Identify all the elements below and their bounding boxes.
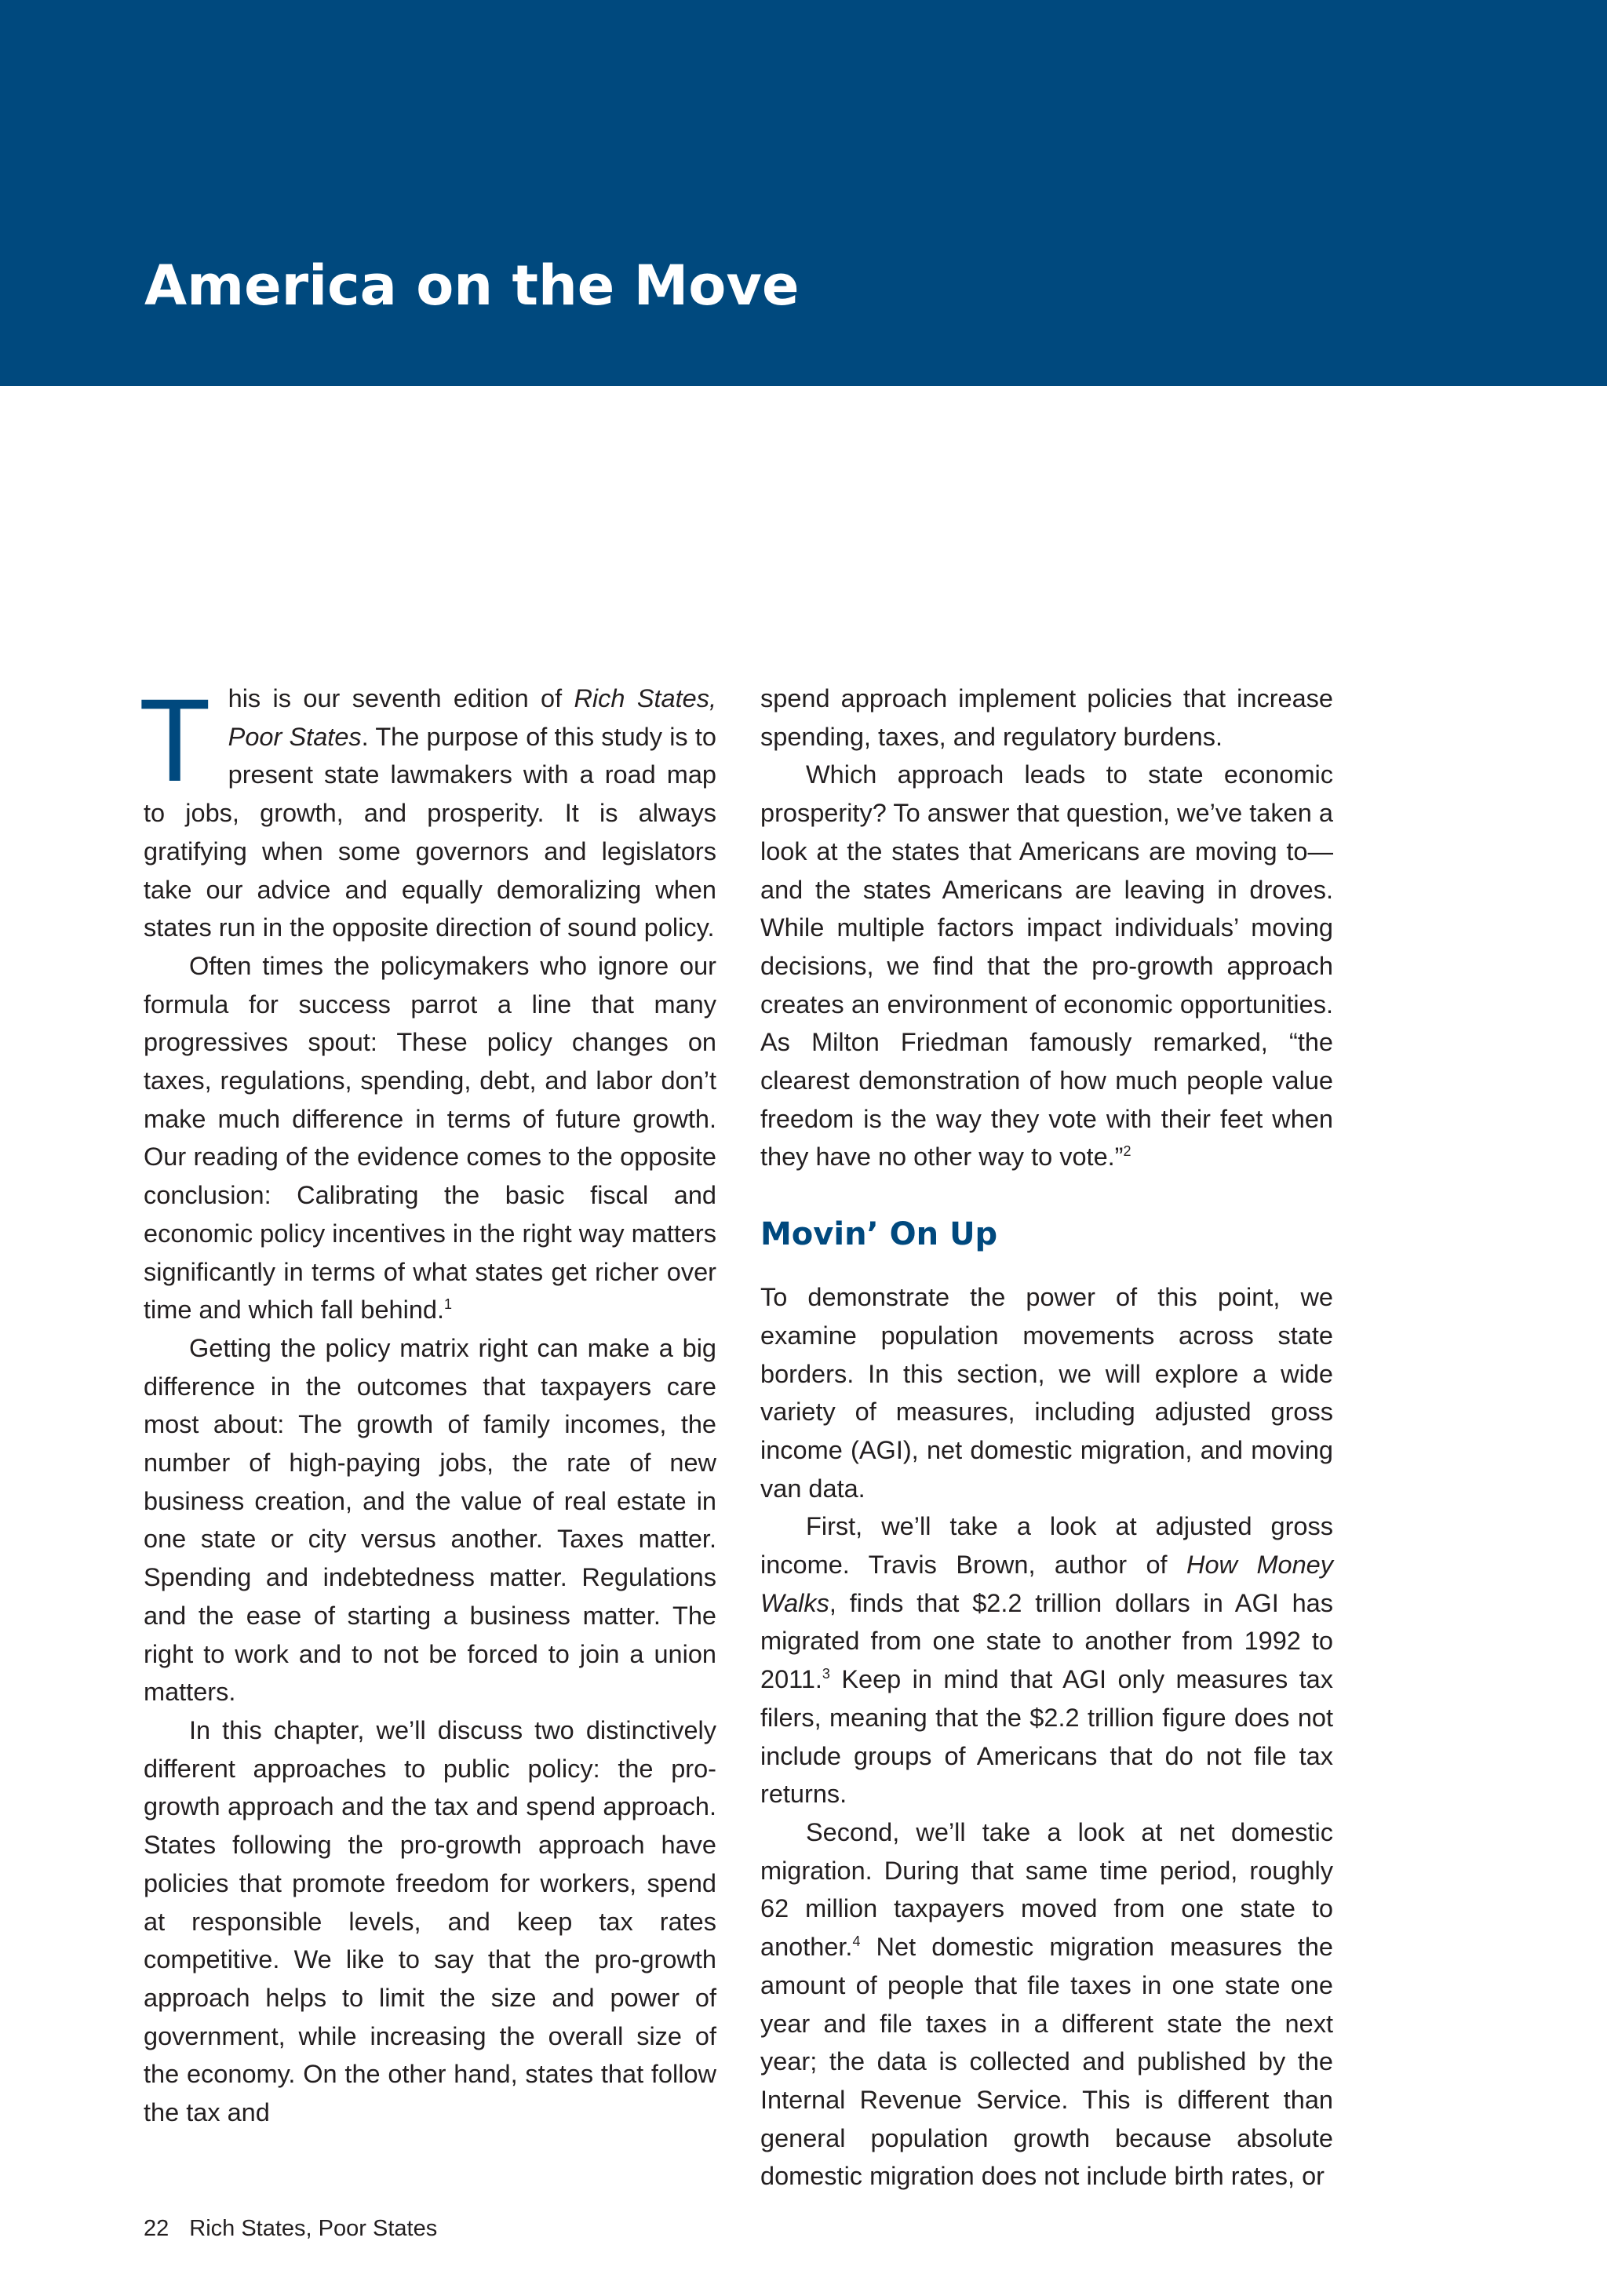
drop-cap: T bbox=[139, 674, 211, 806]
left-text-column bbox=[139, 674, 716, 2132]
book-title-italic: How Money Walks bbox=[760, 1551, 1334, 1617]
chapter-header-banner bbox=[0, 0, 1607, 386]
paragraph-text: Often times the policymakers who ignore our formula for success parrot a line that many progressives spout: These policy changes on taxes, regulations, spending, debt, and labor don’t make much difference in terms of future growth. Our reading of the evidence comes to the opposite conclusion: Calibrating the basic fiscal and economic policy incentives in the right way matters significantly in terms of what states get richer over time and which fall behind. bbox=[144, 951, 716, 1325]
paragraph-text: Getting the policy matrix right can make a big difference in the outcomes that taxpayers care most about: The growth of family incomes, the number of high-paying jobs, the rate of new business creation, and the value of real estate in one state or city versus another. Taxes matter. Spending and indebtedness matter. Regulations and the ease of starting a business matter. The right to work and to not be forced to join a union matters. bbox=[144, 1333, 716, 1707]
page-footer bbox=[144, 2213, 437, 2244]
intro-text-part2: . The purpose of this study is to present state lawmakers with a road map to jobs, growth, and prosperity. It is always gratifying when some governors and legislators take our advice and equally demoralizing when states run in the opposite direction of sound policy. bbox=[144, 722, 716, 942]
paragraph-population-movements bbox=[760, 1278, 1333, 1507]
paragraph-text-part1: First, we’ll take a look at adjusted gross income. Travis Brown, author of bbox=[760, 1512, 1333, 1580]
paragraph-two-approaches bbox=[144, 1711, 716, 2132]
paragraph-policy-matrix bbox=[144, 1329, 716, 1711]
footnote-ref-3: 3 bbox=[822, 1666, 830, 1682]
intro-paragraph bbox=[139, 674, 716, 947]
publication-title-italic: Rich States, Poor States bbox=[228, 684, 716, 751]
paragraph-text-part2: , finds that $2.2 trillion dollars in AGI has migrated from one state to another from 1992 to 2011. bbox=[760, 1588, 1333, 1694]
right-text-column bbox=[760, 680, 1333, 2196]
footnote-ref-4: 4 bbox=[852, 1933, 861, 1950]
footnote-ref-2: 2 bbox=[1123, 1143, 1131, 1160]
paragraph-text: Which approach leads to state economic prosperity? To answer that question, we’ve taken a look at the states that Americans are moving to—and the states Americans are leaving in droves. While multiple factors impact individuals’ moving decisions, we find that the pro-growth approach creates an environment of economic opportunities. As Milton Friedman famously remarked, “the clearest demonstration of how much people value freedom is the way they vote with their feet when they have no other way to vote.” bbox=[760, 760, 1333, 1172]
paragraph-text: spend approach implement policies that increase spending, taxes, and regulatory burdens. bbox=[760, 684, 1333, 751]
paragraph-text-part1: Second, we’ll take a look at net domestic migration. During that same time period, roughly 62 million taxpayers moved from one state to another. bbox=[760, 1817, 1333, 1962]
section-heading: Movin’ On Up bbox=[760, 1216, 998, 1253]
page-number: 22 bbox=[144, 2216, 169, 2241]
paragraph-which-approach bbox=[760, 756, 1333, 1176]
paragraph-text: To demonstrate the power of this point, we examine population movements across state borders. In this section, we will explore a wide variety of measures, including adjusted gross income (AGI), net domestic migration, and moving van data. bbox=[760, 1283, 1333, 1503]
paragraph-agi bbox=[760, 1507, 1333, 1813]
paragraph-text: In this chapter, we’ll discuss two distinctively different approaches to public policy: the pro-growth approach and the tax and spend approach. States following the pro-growth approach have policies that promote freedom for workers, spend at responsible levels, and keep tax rates competitive. We like to say that the pro-growth approach helps to limit the size and power of government, while increasing the overall size of the economy. On the other hand, states that follow the tax and bbox=[144, 1715, 716, 2127]
publication-name: Rich States, Poor States bbox=[189, 2216, 438, 2241]
paragraph-text-part3: Keep in mind that AGI only measures tax filers, meaning that the $2.2 trillion figure does not include groups of Americans that do not file tax returns. bbox=[760, 1665, 1333, 1809]
paragraph-policymakers bbox=[144, 947, 716, 1329]
footnote-ref-1: 1 bbox=[444, 1296, 453, 1313]
paragraph-net-migration bbox=[760, 1813, 1333, 2196]
chapter-title: America on the Move bbox=[144, 253, 800, 318]
paragraph-text-part2: Net domestic migration measures the amount of people that file taxes in one state one year and file taxes in a different state the next year; the data is collected and published by the Internal Revenue Service. This is different than general population growth because absolute domestic migration does not include birth rates, or bbox=[760, 1933, 1333, 2191]
intro-text-part1: his is our seventh edition of bbox=[228, 684, 574, 712]
paragraph-tax-spend-continued bbox=[760, 680, 1333, 756]
